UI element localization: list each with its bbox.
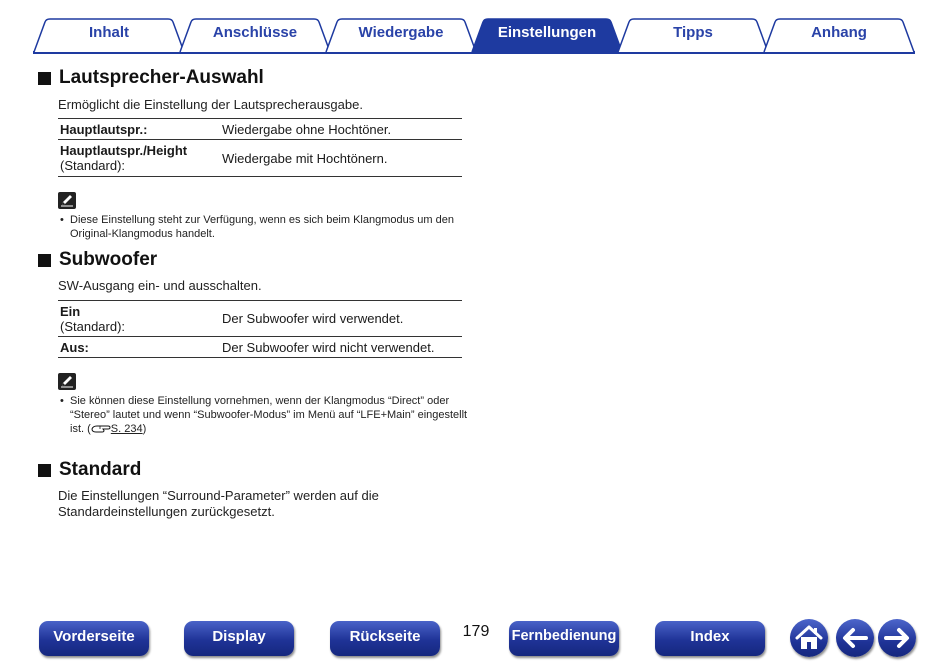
heading-square-icon bbox=[38, 254, 51, 267]
option-value: Der Subwoofer wird verwendet. bbox=[220, 301, 462, 337]
option-value: Wiedergabe mit Hochtönern. bbox=[220, 140, 462, 177]
table-row bbox=[58, 140, 462, 177]
option-key: Ein (Standard): bbox=[58, 301, 220, 337]
section-description: Ermöglicht die Einstellung der Lautsprecherausgabe. bbox=[58, 97, 363, 112]
section-title: Lautsprecher-Auswahl bbox=[59, 67, 264, 88]
tab-inhalt[interactable] bbox=[33, 18, 185, 52]
option-value: Der Subwoofer wird nicht verwendet. bbox=[220, 337, 462, 358]
section-standard bbox=[38, 459, 468, 520]
section-heading bbox=[38, 249, 468, 271]
tab-label: Anschlüsse bbox=[212, 24, 298, 41]
forward-button[interactable] bbox=[878, 619, 916, 657]
tab-anschl-sse[interactable] bbox=[179, 18, 331, 52]
vorderseite-button[interactable]: Vorderseite bbox=[39, 621, 149, 656]
note-text: • Diese Einstellung steht zur Verfügung, wenn es sich beim Klangmodus um den Original-Klangmodus handelt. bbox=[60, 214, 454, 240]
top-tab-bar bbox=[33, 18, 915, 54]
heading-square-icon bbox=[38, 464, 51, 477]
options-table bbox=[58, 118, 462, 177]
tab-label: Inhalt bbox=[89, 24, 129, 41]
fernbedienung-button[interactable]: Fernbedienung bbox=[509, 621, 619, 656]
section-title: Subwoofer bbox=[59, 249, 158, 270]
option-key: Aus: bbox=[58, 337, 220, 358]
pencil-icon bbox=[58, 373, 76, 390]
back-button[interactable] bbox=[836, 619, 874, 657]
pointing-hand-icon bbox=[91, 423, 111, 435]
tab-einstellungen[interactable] bbox=[471, 18, 623, 52]
tab-label: Wiedergabe bbox=[358, 24, 444, 41]
tab-label: Tipps bbox=[673, 24, 713, 41]
section-subwoofer bbox=[38, 249, 468, 436]
tab-wiedergabe[interactable] bbox=[325, 18, 477, 52]
options-table bbox=[58, 300, 462, 358]
option-key: Hauptlautspr./Height (Standard): bbox=[58, 140, 220, 177]
home-button[interactable] bbox=[790, 619, 828, 657]
pencil-icon bbox=[58, 192, 76, 209]
arrow-left-icon bbox=[836, 619, 874, 657]
section-description: SW-Ausgang ein- und ausschalten. bbox=[58, 278, 262, 293]
table-row bbox=[58, 337, 462, 358]
tab-tipps[interactable] bbox=[617, 18, 769, 52]
tab-anhang[interactable] bbox=[763, 18, 915, 52]
rueckseite-button[interactable]: Rückseite bbox=[330, 621, 440, 656]
table-row bbox=[58, 119, 462, 140]
section-lautsprecher-auswahl bbox=[38, 67, 468, 241]
section-heading bbox=[38, 459, 468, 481]
option-value: Wiedergabe ohne Hochtöner. bbox=[220, 119, 462, 140]
display-button[interactable]: Display bbox=[184, 621, 294, 656]
page-number: 179 bbox=[462, 623, 490, 640]
section-description: Die Einstellungen “Surround-Parameter” werden auf die Standardeinstellungen zurückgesetzt. bbox=[58, 488, 379, 519]
index-button[interactable]: Index bbox=[655, 621, 765, 656]
page-reference-link[interactable]: S. 234 bbox=[110, 423, 143, 435]
home-icon bbox=[790, 619, 828, 657]
table-row bbox=[58, 301, 462, 337]
tab-label: Anhang bbox=[811, 24, 867, 41]
section-title: Standard bbox=[59, 459, 142, 480]
option-key: Hauptlautspr.: bbox=[58, 119, 220, 140]
section-heading bbox=[38, 67, 468, 89]
note-text: • Sie können diese Einstellung vornehmen, wenn der Klangmodus “Direct” oder “Stereo” lautet und wenn “Subwoofer-Modus” im Menü auf “LFE+Main” eingestellt ist. ( S. 234) bbox=[60, 395, 468, 435]
tab-label: Einstellungen bbox=[497, 24, 597, 41]
arrow-right-icon bbox=[878, 619, 916, 657]
heading-square-icon bbox=[38, 72, 51, 85]
